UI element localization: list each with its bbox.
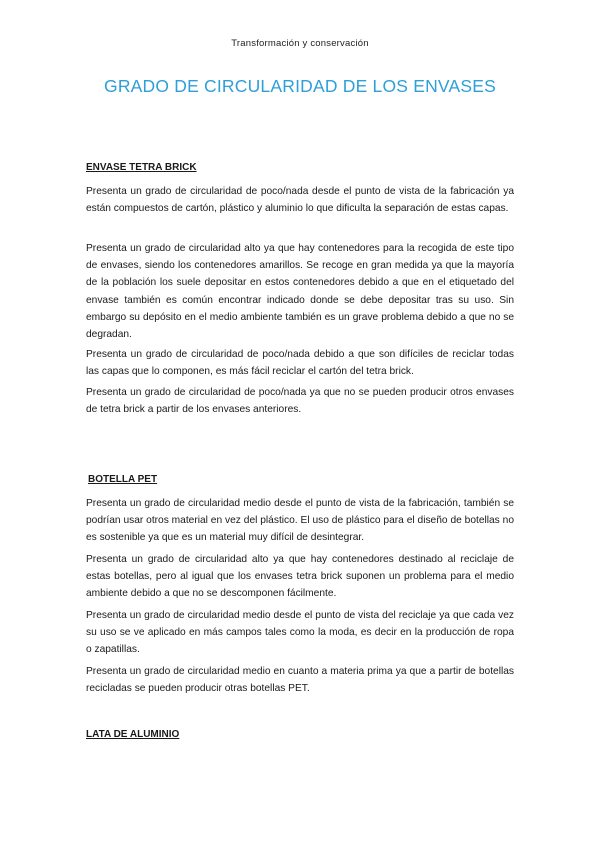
paragraph: Presenta un grado de circularidad de poco/nada desde el punto de vista de la fabricación ya están compuestos de cartón, plástico y aluminio lo que dificulta la separación de estas capas. — [86, 186, 514, 215]
running-header: Transformación y conservación — [231, 38, 369, 49]
section-heading-botella-pet: BOTELLA PET — [88, 474, 158, 485]
section-heading-tetra-brick: ENVASE TETRA BRICK — [86, 162, 197, 173]
paragraph: Presenta un grado de circularidad medio en cuanto a materia prima ya que a partir de botellas recicladas se pueden producir otras botellas PET. — [86, 666, 514, 695]
paragraph: Presenta un grado de circularidad medio desde el punto de vista de la fabricación, también se podrían usar otros material en vez del plástico. El uso de plástico para el diseño de botellas no es sostenible ya que es un material muy difícil de desintegrar. — [86, 498, 514, 544]
paragraph: Presenta un grado de circularidad alto ya que hay contenedores destinado al reciclaje de estas botellas, pero al igual que los envases tetra brick suponen un problema para el medio ambiente debido a que no se descomponen fácilmente. — [86, 554, 514, 600]
paragraph: Presenta un grado de circularidad medio desde el punto de vista del reciclaje ya que cada vez su uso se ve aplicado en más campos tales como la moda, es decir en la producción de ropa o zapatillas. — [86, 610, 514, 656]
paragraph: Presenta un grado de circularidad alto ya que hay contenedores para la recogida de este tipo de envases, siendo los contenedores amarillos. Se recoge en gran medida ya que la mayoría de la población los suele depositar en estos contenedores debido a que en el etiquetado del envase también es común encontrar indicado donde se debe depositar tras su uso. Sin embargo su depósito en el medio ambiente también es un grave problema debido a que no se degradan. — [86, 243, 514, 341]
paragraph: Presenta un grado de circularidad de poco/nada debido a que son difíciles de reciclar todas las capas que lo componen, es más fácil reciclar el cartón del tetra brick. — [86, 349, 514, 378]
section-heading-lata-aluminio: LATA DE ALUMINIO — [86, 729, 180, 740]
paragraph: Presenta un grado de circularidad de poco/nada ya que no se pueden producir otros envases de tetra brick a partir de los envases anteriores. — [86, 387, 514, 416]
document-title: GRADO DE CIRCULARIDAD DE LOS ENVASES — [104, 76, 496, 96]
